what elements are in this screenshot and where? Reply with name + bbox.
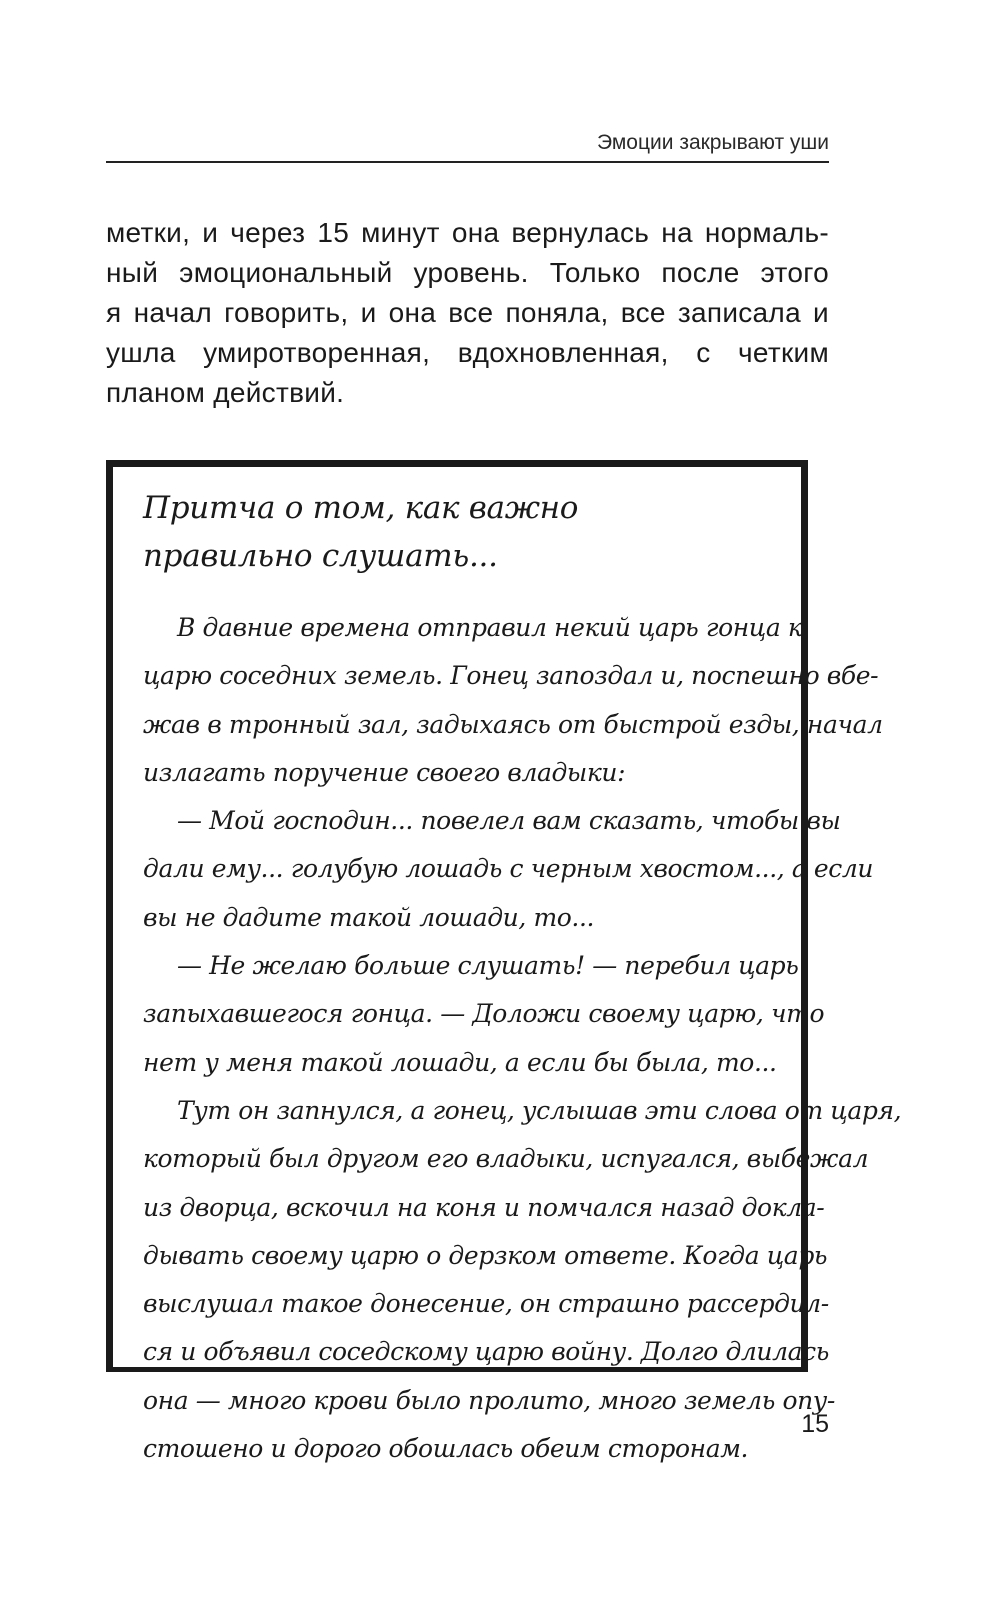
header-rule bbox=[106, 161, 829, 163]
intro-line: я начал говорить, и она все поняла, все записала и bbox=[106, 297, 829, 328]
parable-line: стошено и дорого обошлась обеим сторонам. bbox=[143, 1434, 749, 1464]
intro-line: планом действий. bbox=[106, 377, 345, 408]
parable-line: вы не дадите такой лошади, то... bbox=[143, 902, 595, 932]
intro-paragraph bbox=[106, 213, 829, 413]
parable-line: который был другом его владыки, испугался, выбежал bbox=[143, 1144, 869, 1174]
parable-line: В давние времена отправил некий царь гонца к bbox=[177, 613, 803, 642]
parable-title-line: правильно слушать... bbox=[143, 538, 498, 574]
parable-line: из дворца, вскочил на коня и помчался назад докла- bbox=[143, 1192, 825, 1222]
parable-line: Тут он запнулся, а гонец, услышав эти слова от царя, bbox=[177, 1095, 902, 1125]
parable-line: выслушал такое донесение, он страшно рассердил- bbox=[143, 1289, 829, 1319]
parable-line: — Мой господин... повелел вам сказать, чтобы вы bbox=[177, 806, 841, 836]
parable-line: она — много крови было пролито, много земель опу- bbox=[143, 1385, 835, 1415]
parable-line: жав в тронный зал, задыхаясь от быстрой езды, начал bbox=[143, 709, 883, 739]
parable-line: — Не желаю больше слушать! — перебил царь bbox=[177, 951, 799, 981]
parable-line: нет у меня такой лошади, а если бы была, то... bbox=[143, 1047, 777, 1077]
parable-line: запыхавшегося гонца. — Доложи своему царю, что bbox=[143, 999, 825, 1029]
running-header: Эмоции закрывают уши bbox=[597, 131, 829, 154]
parable-line: ся и объявил соседскому царю войну. Долго длилась bbox=[143, 1337, 829, 1367]
parable-line: царю соседних земель. Гонец запоздал и, поспешно вбе- bbox=[143, 661, 879, 691]
parable-title bbox=[143, 484, 743, 580]
intro-line: ушла умиротворенная, вдохновленная, с четким bbox=[106, 337, 829, 368]
intro-line: метки, и через 15 минут она вернулась на нормаль- bbox=[106, 217, 829, 248]
parable-title-line: Притча о том, как важно bbox=[143, 490, 579, 526]
parable-line: дывать своему царю о дерзком ответе. Когда царь bbox=[143, 1240, 828, 1270]
page-number: 15 bbox=[801, 1410, 829, 1438]
intro-line: ный эмоциональный уровень. Только после этого bbox=[106, 257, 829, 288]
parable-line: излагать поручение своего владыки: bbox=[143, 757, 626, 787]
parable-line: дали ему... голубую лошадь с черным хвостом..., а если bbox=[143, 854, 874, 884]
